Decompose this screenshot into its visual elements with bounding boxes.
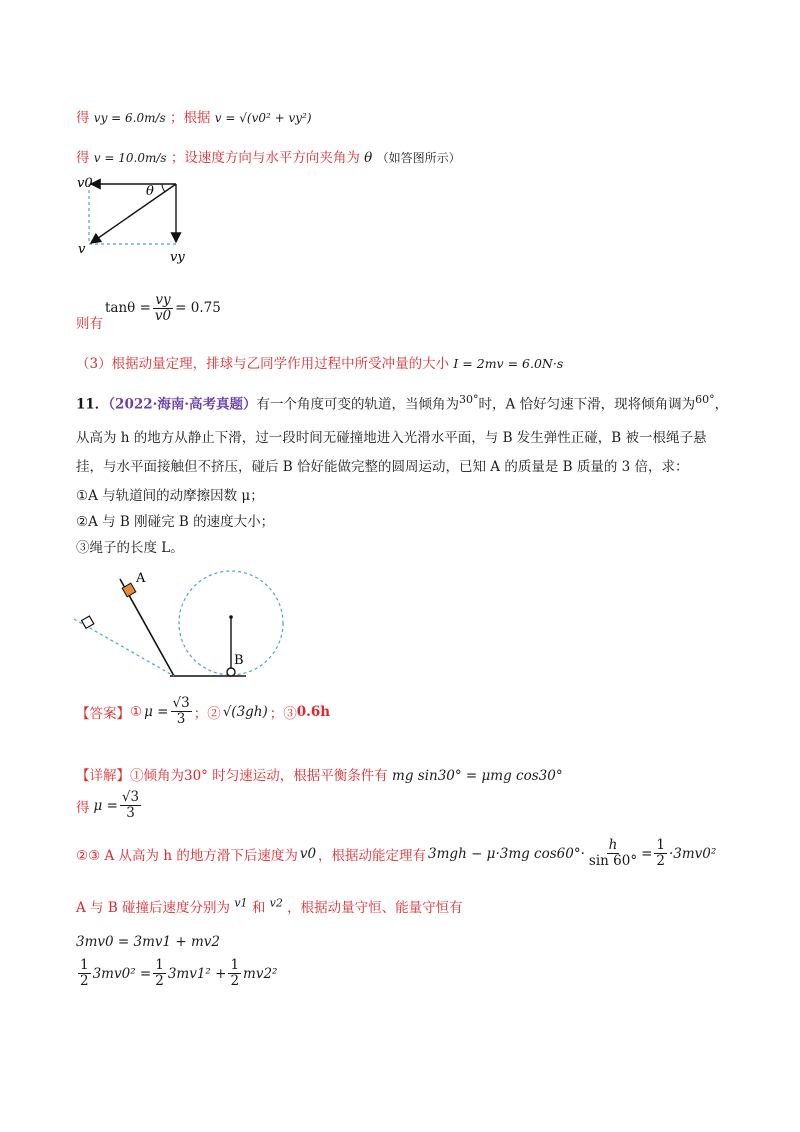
detail-v1: v1: [234, 896, 248, 910]
tan-fraction: [153, 293, 173, 324]
answer-mu-lhs: μ =: [144, 703, 169, 720]
question-11-item2: ②A 与 B 刚碰完 B 的速度大小；: [76, 514, 275, 530]
block-on-30-incline: [82, 616, 94, 628]
energy-half-c-num: 1: [230, 957, 240, 973]
question-11-line2: 从高为 h 的地方从静止下滑，过一段时间无碰撞地进入光滑水平面，与 B 发生弹性正碰，B 被一根绳子悬: [76, 430, 707, 446]
eq-impulse: I = 2mv = 6.0N·s: [453, 356, 564, 371]
answer-1-marker: ①: [130, 703, 143, 720]
eq-momentum: 3mv0 = 3mv1 + mv2: [76, 934, 221, 950]
tan-denominator: v0: [154, 307, 172, 324]
answer-mu-numerator: √3: [172, 695, 190, 711]
answer-3-value: 0.6h: [296, 703, 331, 720]
detail-eq2-half: [654, 838, 667, 869]
detail-mu-lhs: μ =: [93, 797, 118, 814]
v-arrow: [91, 184, 176, 243]
energy-half-b: [153, 958, 166, 989]
theta-arc: [162, 184, 165, 192]
detail-eq2-left: 3mgh − μ·3mg cos60°·: [428, 845, 585, 862]
detail-mu-denominator: 3: [126, 805, 135, 821]
detail-mu-numerator: √3: [121, 789, 140, 805]
answer-mu-denominator: 3: [176, 711, 186, 727]
detail-eq2-half-den: 2: [656, 853, 665, 869]
theta-symbol: θ: [364, 150, 373, 166]
text-genju: ；根据: [170, 110, 211, 126]
question-number: 11．: [76, 396, 109, 413]
energy-half-a-den: 2: [80, 973, 89, 989]
question-text-part2: 时，A 恰好匀速下滑，现将倾角调为: [478, 396, 696, 413]
label-v0: v0: [77, 176, 93, 191]
velocity-diagram: [72, 168, 202, 268]
eq-vy: vy = 6.0m/s: [93, 111, 166, 125]
detail-mu-fraction: [120, 790, 141, 821]
solution-line-vy: [76, 106, 312, 126]
energy-half-b-num: 1: [155, 957, 164, 973]
question-source: （2022·海南·高考真题）: [108, 396, 257, 413]
energy-term-b: 3mv1² +: [167, 965, 227, 982]
detail-tag: 【详解】: [76, 768, 130, 784]
question-11-item1: ①A 与轨道间的动摩擦因数 μ；: [76, 488, 264, 504]
text-de: 得: [76, 150, 90, 166]
angle-30: 30°: [459, 393, 479, 406]
energy-half-b-den: 2: [155, 973, 164, 989]
text-de: 得: [76, 110, 90, 126]
solution-line-tan: [76, 284, 221, 332]
detail-eq2-half-num: 1: [656, 837, 665, 853]
answer-2-marker: ；②: [193, 705, 221, 722]
detail-text1: ①倾角为30° 时匀速运动，根据平衡条件有: [130, 768, 388, 784]
detail-text5: ，根据动量守恒、能量守恒有: [287, 900, 463, 916]
text-figure-note: （如答图所示）: [376, 151, 461, 165]
question-11-line1: [76, 390, 728, 415]
ball-b: [227, 668, 235, 676]
tan-numerator: vy: [155, 291, 171, 308]
label-v: v: [78, 242, 86, 257]
detail-eq-balance: mg sin30° = μmg cos30°: [392, 768, 563, 784]
energy-half-a: [78, 958, 91, 989]
track-diagram: [70, 565, 310, 685]
eq-v-formula: v = √(v0² + vy²): [214, 111, 312, 125]
label-vy: vy: [170, 250, 185, 265]
detail-momentum-eq: [76, 934, 220, 950]
question-text-part1: 有一个角度可变的轨道，当倾角为: [256, 396, 460, 413]
energy-half-c: [228, 958, 241, 989]
detail-eq2-frac-num: h: [608, 837, 618, 853]
detail-mu-line: [76, 790, 143, 821]
detail-text3: ，根据动能定理有: [318, 847, 427, 864]
label-b: B: [234, 653, 244, 668]
answer-mu-fraction: [171, 696, 192, 727]
energy-term-a: 3mv0² =: [92, 965, 152, 982]
detail-line1: [76, 764, 563, 784]
energy-term-c: mv2²: [243, 965, 278, 982]
eq-v: v = 10.0m/s: [93, 151, 167, 165]
angle-60: 60°: [695, 393, 715, 406]
energy-half-a-num: 1: [80, 957, 89, 973]
answer-line: [76, 696, 330, 727]
solution-line-impulse: [76, 352, 563, 372]
detail-energy-eq: [76, 958, 277, 989]
detail-and: 和: [251, 900, 266, 916]
text-angle-desc: ；设速度方向与水平方向夹角为: [170, 150, 360, 166]
detail-v0: v0: [299, 845, 317, 862]
detail-line2: [76, 838, 716, 869]
energy-half-c-den: 2: [230, 973, 240, 989]
answer-tag: 【答案】: [76, 705, 130, 722]
text-zeyou: 则有: [76, 316, 103, 332]
question-11-line3: 挂，与水平面接触但不挤压，碰后 B 恰好能做完整的圆周运动，已知 A 的质量是 B 质量的 3 倍，求：: [76, 459, 689, 475]
detail-text2: ②③ A 从高为 h 的地方滑下后速度为: [76, 847, 298, 864]
text-impulse-desc: （3）根据动量定理，排球与乙同学作用过程中所受冲量的大小: [76, 356, 450, 372]
solution-line-v: [76, 146, 461, 166]
answer-3-marker: ；③: [269, 705, 297, 722]
pivot-point: [229, 615, 233, 619]
eq-tan-lhs: tanθ =: [105, 300, 151, 316]
answer-2-value: √(3gh): [222, 703, 268, 720]
eq-tan-rhs: = 0.75: [175, 300, 221, 316]
question-11-item3: ③绳子的长度 L。: [76, 540, 184, 556]
text-de: 得: [76, 799, 90, 816]
detail-eq2-equals: =: [641, 845, 653, 862]
label-theta: θ: [146, 184, 154, 199]
detail-eq2-right: ·3mv0²: [668, 845, 717, 862]
detail-eq2-frac-den: sin 60°: [588, 853, 638, 869]
label-a: A: [136, 571, 146, 586]
detail-line3: [76, 896, 463, 916]
detail-v2: v2: [269, 896, 283, 910]
detail-eq2-frac: [587, 838, 639, 869]
detail-text4: A 与 B 碰撞后速度分别为: [76, 900, 231, 916]
question-text-part3: ，: [714, 396, 729, 413]
